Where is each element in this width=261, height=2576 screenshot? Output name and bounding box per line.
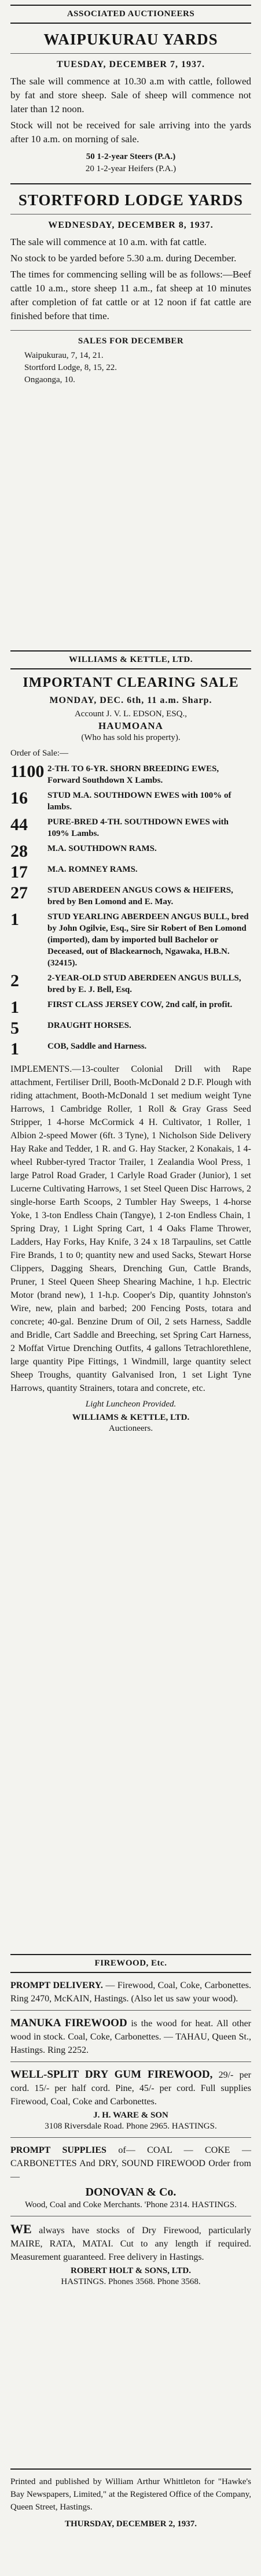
williams-place: HAUMOANA xyxy=(98,720,163,731)
williams-date: MONDAY, DEC. 6th, 11 a.m. Sharp. xyxy=(49,695,212,705)
williams-sold-note: (Who has sold his property). xyxy=(81,733,181,742)
ad-lead: WE xyxy=(10,2222,32,2236)
rule xyxy=(10,2010,251,2011)
stortford-title: STORTFORD LODGE YARDS xyxy=(18,191,244,209)
ad-addr: Wood, Coal and Coke Merchants. 'Phone 2314. HASTINGS. xyxy=(24,2200,237,2209)
associated-section xyxy=(10,5,251,386)
imprint-text: Printed and published by William Arthur Whittleton for "Hawke's Bay Newspapers, Limited," at the Registered Office of the Company, Queen Street, Hastings. xyxy=(10,2477,251,2512)
lot-desc: M.A. ROMNEY RAMS. xyxy=(47,865,138,874)
lot-qty: 1100 xyxy=(10,762,45,781)
lot-desc: 2-YEAR-OLD STUD ABERDEEN ANGUS BULLS, bred by E. J. Bell, Esq. xyxy=(47,974,241,994)
rule xyxy=(10,668,251,669)
stortford-para: The sale will commence at 10 a.m. with fat cattle. xyxy=(10,236,207,247)
lot-item xyxy=(10,972,251,995)
lot-item xyxy=(10,790,251,813)
waipukurau-title: WAIPUKURAU YARDS xyxy=(43,31,218,48)
rule xyxy=(10,23,251,24)
ad-body: always have stocks of Dry Firewood, particularly MAIRE, RATA, MATAI. Cut to any length if required. Measurement guaranteed. Free delivery in Hastings. xyxy=(10,2226,251,2262)
lot-item xyxy=(10,843,251,860)
lot-desc: DRAUGHT HORSES. xyxy=(47,1021,131,1030)
lot-qty: 5 xyxy=(10,1019,19,1038)
lunch-note: Light Luncheon Provided. xyxy=(85,1400,177,1409)
stortford-para3: The times for commencing selling will be as follows:—Beef cattle 10 a.m., store sheep 11 a.m., fat sheep at 10 minutes after completion of fat cattle or at 12 noon if fat cattle are finished before that time. xyxy=(10,269,251,321)
ad-name: ROBERT HOLT & SONS, LTD. xyxy=(71,2266,191,2275)
williams-title: IMPORTANT CLEARING SALE xyxy=(23,675,239,690)
ad-lead: MANUKA FIREWOOD xyxy=(10,2017,127,2029)
firewood-ad: PROMPT DELIVERY. — Firewood, Coal, Coke, Carbonettes. Ring 2470, McKAIN, Hastings. (Also let us saw your wood). xyxy=(10,1981,252,2004)
imprint-section xyxy=(10,2468,251,2529)
firewood-ad xyxy=(10,2222,251,2288)
lot-desc: STUD ABERDEEN ANGUS COWS & HEIFERS, bred by Ben Lomond and E. May. xyxy=(47,886,233,906)
ad-body: is the wood for heat. All other wood in stock. Coal, Coke, Carbonettes. — TAHAU, Queen St., Hastings. Ring 2252. xyxy=(10,2019,251,2055)
ad-name: J. H. WARE & SON xyxy=(93,2111,168,2120)
ad-body: of— COAL — COKE — CARBONETTES And DRY, SOUND FIREWOOD Order from— xyxy=(10,2145,252,2182)
imprint-dateline: THURSDAY, DECEMBER 2, 1937. xyxy=(64,2519,197,2529)
rule xyxy=(10,650,251,652)
ad-body: Firewood, Coal, Coke, Carbonettes. Ring 2470, McKAIN, Hastings. (Also let us saw your wood). xyxy=(10,1981,252,2004)
lot-desc: STUD YEARLING ABERDEEN ANGUS BULL, bred by John Ogilvie, Esq., Sire Sir Robert of Ben Lomond (imported), dam by imported bull Bachelor or Deceased, out of Blackearnoch, Ngawaka, H.B.N. (32415). xyxy=(47,912,249,968)
implements-list: IMPLEMENTS.—13-coulter Colonial Drill with Rape attachment, Fertiliser Drill, Booth-McDonald 2 D.F. Plough with riding attachment, Booth-McDonald 1 set medium weight Tyne Harrows, 1 Cambridge Roller, 1 Roll & Gray Grass Seed Stripper, 1 4-horse McCormick 4 H. Cultivator, 1 Roller, 1 Albion 2-speed Mower (6ft. 3 Tyne), 1 Nicholson Side Delivery Hay Rake and Tedder, 1 R. and G. Hay Stacker, 2 Konakais, 1 4-wheel Rubber-tyred Tractor Trailer, 1 Zealandia Wool Press, 1 large Patrol Road Grader, 1 Carlyle Road Grader (Junior), 1 set Lucerne Cultivating Harrows, 1 set Steel Queen Disc Harrows, 2 single-horse Earth Scoops, 2 Tumbler Hay Sweeps, 1 4-horse Yoke, 1 3-ton Endless Chain (Tangye), 1 2-ton Endless Chain, 1 Spring Dray, 1 Light Spring Cart, 1 4 Oaks Flame Thrower, Ladders, Hay Forks, Hay Knife, 3 24 x 18 Tarpaulins, set Cattle Fire Brands, 1 to 0; quantity new and used Sacks, Stewart Horse Clippers, Dagging Shears, Drenching Gun, Cattle Brands, Pruner, 1 Steel Queen Sheep Shearing Machine, 1 h.p. Electric Motor (brand new), 1 1-h.p. Cooper's Dip, quantity Johnston's Wire, new, plain and barbed; 200 Fencing Posts, totara and concrete; 40-gal. Benzine Drum of Oil, 2 sets Harness, Saddle and Bridle, Cart Saddle and Breeching, set Spring Cart Harness, 2 Moffat Virtue Drenching Outfits, 4 gallons Tetrachlorethlene, large quantity Pipe Fittings, 1 Windmill, large quantity select Sheep Troughs, quantity Galvanised Iron, 1 set Light Tyne Harrows, quantity Strainers, totara and concrete, etc. xyxy=(10,1064,252,1393)
ad-addr: 3108 Riversdale Road. Phone 2965. HASTINGS. xyxy=(45,2122,217,2131)
lot-item xyxy=(10,1041,251,1058)
associated-header: ASSOCIATED AUCTIONEERS xyxy=(67,9,195,18)
lot-item xyxy=(10,999,251,1016)
lot-qty: 1 xyxy=(10,998,19,1017)
lot-item xyxy=(10,911,251,969)
lot-item xyxy=(10,864,251,881)
firewood-ad xyxy=(10,2016,251,2057)
williams-footer: WILLIAMS & KETTLE, LTD. xyxy=(72,1413,190,1422)
rule xyxy=(10,1954,251,1955)
firewood-section xyxy=(10,1954,251,2288)
williams-account: Account J. V. L. EDSON, ESQ., xyxy=(74,709,188,719)
williams-header: WILLIAMS & KETTLE, LTD. xyxy=(69,655,193,664)
lot-item xyxy=(10,884,251,908)
lot-desc: M.A. SOUTHDOWN RAMS. xyxy=(47,844,157,853)
lot-qty: 1 xyxy=(10,1039,19,1058)
williams-footer2: Auctioneers. xyxy=(108,1424,153,1433)
top-rule xyxy=(10,5,251,6)
lot-qty: 1 xyxy=(10,910,19,929)
lot-qty: 16 xyxy=(10,789,28,808)
lot-item xyxy=(10,763,251,786)
ad-lead: PROMPT SUPPLIES xyxy=(10,2145,106,2155)
rule xyxy=(10,183,251,184)
lot-qty: 17 xyxy=(10,863,28,882)
lot-qty: 27 xyxy=(10,883,28,902)
lot-desc: COB, Saddle and Harness. xyxy=(47,1042,147,1051)
firewood-header: FIREWOOD, Etc. xyxy=(94,1959,167,1968)
ad-body: 29/- per cord. 15/- per half cord. Pine, 45/- per cord. Full supplies Firewood, Coal, Coke and Carbonettes. xyxy=(10,2070,252,2107)
williams-section xyxy=(10,650,251,1435)
rule xyxy=(10,53,251,54)
rule xyxy=(10,330,251,331)
lot-item xyxy=(10,1020,251,1037)
ad-name: DONOVAN & Co. xyxy=(85,2186,177,2199)
waipukurau-para2: Stock will not be received for sale arriving into the yards after 10 a.m. on morning of sale. xyxy=(10,120,251,145)
lot-qty: 2 xyxy=(10,971,19,990)
waipukurau-para: The sale will commence at 10.30 a.m with cattle, followed by fat and store sheep. Sale of sheep will commence not later than 12 noon. xyxy=(10,76,251,114)
lot-item xyxy=(10,816,251,839)
sales-line-3: Ongaonga, 10. xyxy=(24,375,75,384)
firewood-ad xyxy=(10,2144,251,2211)
stortford-date: WEDNESDAY, DECEMBER 8, 1937. xyxy=(48,220,214,230)
ad-lead: PROMPT DELIVERY. xyxy=(10,1981,103,1990)
sales-head: SALES FOR DECEMBER xyxy=(78,336,184,346)
firewood-ad xyxy=(10,2068,251,2133)
sales-line-2: Stortford Lodge, 8, 15, 22. xyxy=(24,363,117,372)
waipukurau-lot-1: 50 1-2-year Steers (P.A.) xyxy=(86,152,176,161)
lot-qty: 28 xyxy=(10,842,28,861)
lot-desc: FIRST CLASS JERSEY COW, 2nd calf, in profit. xyxy=(47,1000,233,1009)
rule xyxy=(10,2137,251,2138)
lot-desc: PURE-BRED 4-TH. SOUTHDOWN EWES with 109% Lambs. xyxy=(47,817,229,838)
stortford-para2: No stock to be yarded before 5.30 a.m. during December. xyxy=(10,253,237,264)
rule xyxy=(10,2468,251,2470)
rule xyxy=(10,2061,251,2062)
waipukurau-lot-2: 20 1-2-year Heifers (P.A.) xyxy=(85,164,177,173)
ad-lead: WELL-SPLIT DRY GUM FIREWOOD, xyxy=(10,2068,213,2081)
ad-addr: HASTINGS. Phones 3568. Phone 3568. xyxy=(61,2277,201,2286)
sales-line-1: Waipukurau, 7, 14, 21. xyxy=(24,351,104,360)
order-of-sale: Order of Sale:— xyxy=(10,749,68,758)
rule xyxy=(10,1972,251,1973)
lot-desc: 2-TH. TO 6-YR. SHORN BREEDING EWES, Forward Southdown X Lambs. xyxy=(47,764,219,785)
waipukurau-date: TUESDAY, DECEMBER 7, 1937. xyxy=(57,60,205,69)
lot-qty: 44 xyxy=(10,815,28,834)
lot-desc: STUD M.A. SOUTHDOWN EWES with 100% of lambs. xyxy=(47,791,231,812)
